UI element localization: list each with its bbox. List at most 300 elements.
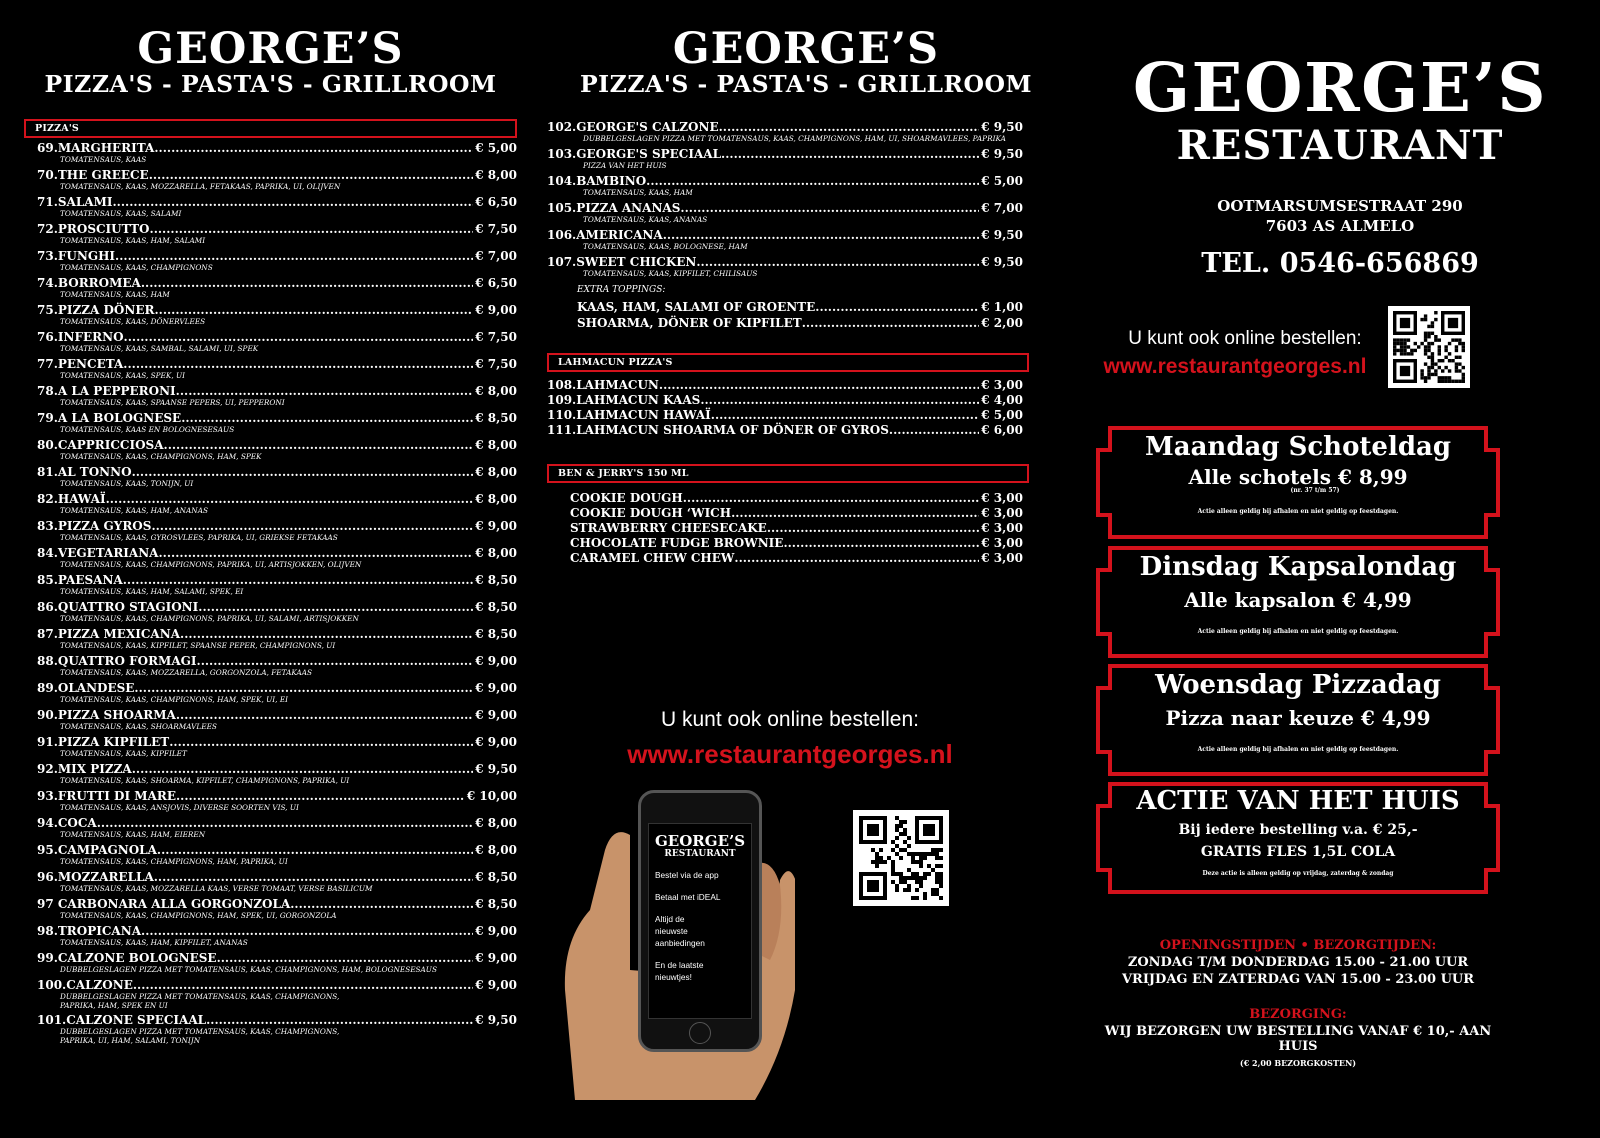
item-price: € 3,00 (981, 550, 1023, 565)
menu-item (24, 303, 517, 317)
menu-item (24, 816, 517, 830)
ingredients-line: TOMATENSAUS, KAAS, SALAMI (60, 208, 182, 218)
item-name: 86.QUATTRO STAGIONI (37, 599, 199, 614)
item-price: € 9,00 (475, 680, 517, 695)
icecream-list (547, 491, 1023, 566)
ingredients-line: TOMATENSAUS, KAAS, KIPFILET, SPAANSE PEPER, CHAMPIGNONS, UI (60, 640, 336, 650)
deal-title: Woensdag Pizzadag (1155, 670, 1441, 700)
deal-title: Maandag Schoteldag (1144, 432, 1452, 462)
item-ingredients (24, 857, 517, 870)
phone-screen-line: nieuwtjes! (655, 972, 692, 982)
item-price: € 7,50 (475, 221, 517, 236)
dot-leader (700, 393, 979, 408)
dot-leader (123, 573, 473, 587)
deal-offer: Alle kapsalon € 4,99 (1184, 588, 1412, 612)
item-price: € 1,00 (981, 299, 1023, 314)
menu-item (577, 299, 1023, 315)
website-link[interactable]: www.restaurantgeorges.nl (627, 739, 953, 769)
dot-leader (802, 315, 980, 331)
menu-item (24, 492, 517, 506)
item-name: 107.SWEET CHICKEN (547, 254, 697, 269)
item-name: 109.LAHMACUN KAAS (547, 392, 701, 407)
item-name: 69.MARGHERITA (37, 140, 155, 155)
item-ingredients (24, 641, 517, 654)
delivery-costs: (€ 2,00 BEZORGKOSTEN) (1239, 1058, 1357, 1068)
item-price: € 8,00 (475, 167, 517, 182)
ingredients-line: TOMATENSAUS, KAAS, SAMBAL, SALAMI, UI, SPEK (60, 343, 259, 353)
item-ingredients (24, 965, 517, 978)
phone-number[interactable]: TEL. 0546-656869 (1201, 248, 1479, 279)
dot-leader (154, 303, 473, 317)
menu-item (24, 465, 517, 479)
menu-item (24, 276, 517, 290)
dot-leader (106, 492, 474, 506)
item-price: € 4,00 (981, 392, 1023, 407)
item-ingredients (24, 560, 517, 573)
menu-item (24, 735, 517, 749)
deal-wednesday (1096, 664, 1500, 776)
item-ingredients (24, 290, 517, 303)
item-ingredients (24, 398, 517, 411)
menu-item (24, 681, 517, 695)
qr-code-icon (1393, 311, 1465, 383)
dot-leader (696, 255, 979, 269)
ingredients-line: TOMATENSAUS, KAAS, HAM, EIEREN (60, 829, 206, 839)
dot-leader (721, 147, 979, 161)
hours-line-1: ZONDAG T/M DONDERDAG 15.00 - 21.00 UUR (1127, 955, 1469, 970)
item-price: € 2,00 (981, 315, 1023, 330)
brand-header-2 (547, 0, 1065, 97)
dot-leader (181, 411, 473, 425)
ingredients-line: TOMATENSAUS, KAAS, CHAMPIGNONS, HAM, SPEK, UI, GORGONZOLA (60, 910, 337, 920)
item-ingredients (24, 776, 517, 789)
online-order-text-2: U kunt ook online bestellen: (1128, 328, 1362, 349)
menu-item (577, 315, 1023, 331)
dot-leader (154, 870, 473, 884)
item-price: € 9,00 (475, 518, 517, 533)
phone-screen-line: En de laatste (655, 960, 704, 970)
item-price: € 5,00 (981, 173, 1023, 188)
item-price: € 9,50 (981, 254, 1023, 269)
restaurant-sub: RESTAURANT (1176, 122, 1504, 169)
phone-screen-line: Bestel via de app (655, 870, 719, 880)
item-name: 92.MIX PIZZA (37, 761, 132, 776)
item-name: 110.LAHMACUN HAWAÏ (547, 407, 711, 422)
deal-line-2: GRATIS FLES 1,5L COLA (1200, 844, 1396, 860)
menu-item (570, 536, 1023, 551)
item-name: 105.PIZZA ANANAS (547, 200, 681, 215)
dot-leader (133, 978, 473, 992)
item-ingredients (24, 182, 517, 195)
dot-leader (124, 330, 474, 344)
deal-fine-print: Deze actie is alleen geldig op vrijdag, zaterdag & zondag (1202, 870, 1394, 877)
ingredients-line: TOMATENSAUS, KAAS, SPAANSE PEPERS, UI, PEPPERONI (60, 397, 285, 407)
ingredients-line: TOMATENSAUS, KAAS, SHOARMA, KIPFILET, CHAMPIGNONS, PAPRIKA, UI (60, 775, 350, 785)
topping-list (577, 299, 1023, 331)
dot-leader (719, 120, 980, 134)
item-price: € 8,50 (475, 572, 517, 587)
pizza-column (0, 0, 535, 1138)
menu-item (24, 924, 517, 938)
ingredients-line: DUBBELGESLAGEN PIZZA MET TOMATENSAUS, KAAS, CHAMPIGNONS, HAM, BOLOGNESESAUS (60, 964, 437, 974)
brand-tagline: PIZZA'S - PASTA'S - GRILLROOM (44, 70, 497, 98)
ingredients-line: TOMATENSAUS, KAAS, HAM (583, 187, 693, 197)
dot-leader (154, 141, 473, 155)
menu-item (24, 708, 517, 722)
item-ingredients (24, 884, 517, 897)
brand-header (24, 0, 517, 97)
item-name: 96.MOZZARELLA (37, 869, 154, 884)
ingredients-line: TOMATENSAUS, KAAS, CHAMPIGNONS, HAM, PAPRIKA, UI (60, 856, 288, 866)
item-price: € 5,00 (475, 140, 517, 155)
item-name: 106.AMERICANA (547, 227, 663, 242)
dot-leader (197, 654, 474, 668)
ingredients-line: TOMATENSAUS, KAAS, HAM, KIPFILET, ANANAS (60, 937, 248, 947)
ingredients-line: TOMATENSAUS, KAAS EN BOLOGNESESAUS (60, 424, 235, 434)
brand-name: GEORGE’S (672, 24, 940, 74)
deal-fine-print: Actie alleen geldig bij afhalen en niet geldig op feestdagen. (1197, 628, 1399, 635)
menu-item (570, 491, 1023, 506)
dot-leader (659, 378, 979, 393)
item-name: 82.HAWAÏ (37, 491, 106, 506)
item-name: 83.PIZZA GYROS (37, 518, 152, 533)
dot-leader (290, 897, 473, 911)
item-name: 84.VEGETARIANA (37, 545, 159, 560)
hours-line-2: VRIJDAG EN ZATERDAG VAN 15.00 - 23.00 UUR (1121, 972, 1475, 987)
dot-leader (663, 228, 980, 242)
item-ingredients (24, 722, 517, 735)
item-ingredients (24, 479, 517, 492)
ingredients-line: TOMATENSAUS, KAAS, HAM, SALAMI, SPEK, EI (60, 586, 244, 596)
item-price: € 8,50 (475, 599, 517, 614)
dot-leader (151, 519, 473, 533)
ingredients-line: TOMATENSAUS, KAAS, HAM, SALAMI (60, 235, 206, 245)
menu-item (547, 423, 1023, 438)
ingredients-line: TOMATENSAUS, KAAS, CHAMPIGNONS (60, 262, 213, 272)
ingredients-line: PAPRIKA, UI, HAM, SALAMI, TONIJN (60, 1035, 201, 1045)
item-name: 79.A LA BOLOGNESE (37, 410, 182, 425)
item-price: € 9,50 (981, 227, 1023, 242)
specials-column (535, 0, 1065, 1138)
item-name: 75.PIZZA DÖNER (37, 302, 155, 317)
dot-leader (176, 708, 473, 722)
item-ingredients (24, 236, 517, 249)
item-ingredients (24, 695, 517, 708)
item-ingredients (547, 161, 1023, 174)
online-order-text: U kunt ook online bestellen: (661, 708, 919, 731)
menu-item (24, 978, 517, 992)
dot-leader (132, 465, 474, 479)
item-price: € 6,50 (475, 194, 517, 209)
dot-leader (134, 681, 473, 695)
item-name: 89.OLANDESE (37, 680, 135, 695)
menu-item (570, 521, 1023, 536)
item-ingredients (24, 371, 517, 384)
menu-item (547, 393, 1023, 408)
phone-brand: GEORGE’S (655, 832, 746, 850)
menu-item (24, 168, 517, 182)
deal-note: (nr. 37 t/m 57) (1290, 487, 1340, 494)
deal-offer: Alle schotels € 8,99 (1188, 465, 1408, 489)
item-name: 100.CALZONE (37, 977, 133, 992)
item-price: € 5,00 (981, 407, 1023, 422)
dot-leader (646, 174, 979, 188)
ingredients-line: TOMATENSAUS, KAAS (60, 154, 147, 164)
qr-code-2[interactable] (1388, 306, 1470, 388)
brand-tagline: PIZZA'S - PASTA'S - GRILLROOM (580, 70, 1032, 98)
item-price: € 9,00 (475, 653, 517, 668)
dot-leader (132, 762, 474, 776)
item-name: 73.FUNGHI (37, 248, 116, 263)
dot-leader (711, 408, 979, 423)
item-name: 101.CALZONE SPECIAAL (37, 1012, 207, 1027)
deal-monday (1096, 426, 1500, 539)
website-link-2[interactable]: www.restaurantgeorges.nl (1103, 355, 1367, 378)
item-price: € 9,00 (475, 950, 517, 965)
item-name: 87.PIZZA MEXICANA (37, 626, 181, 641)
item-name: 102.GEORGE'S CALZONE (547, 119, 719, 134)
phone-screen-line: Betaal met iDEAL (655, 892, 721, 902)
item-ingredients (24, 452, 517, 465)
deal-title: Dinsdag Kapsalondag (1139, 552, 1457, 582)
qr-code-icon (859, 816, 943, 900)
item-price: € 8,00 (475, 815, 517, 830)
item-price: € 9,50 (475, 1012, 517, 1027)
menu-item (24, 654, 517, 668)
item-name: 111.LAHMACUN SHOARMA OF DÖNER OF GYROS (547, 422, 889, 437)
deal-house (1096, 782, 1500, 894)
item-price: € 8,00 (475, 491, 517, 506)
phone-screen-line: nieuwste (655, 926, 688, 936)
brand-name: GEORGE’S (137, 24, 404, 74)
deal-tuesday (1096, 546, 1500, 658)
menu-item (24, 249, 517, 263)
dot-leader (198, 600, 473, 614)
menu-item (24, 762, 517, 776)
ingredients-line: TOMATENSAUS, KAAS, CHAMPIGNONS, PAPRIKA, UI, SALAMI, ARTISJOKKEN (60, 613, 359, 623)
ingredients-line: PIZZA VAN HET HUIS (583, 160, 667, 170)
ingredients-line: TOMATENSAUS, KAAS, MOZZARELLA, FETAKAAS, PAPRIKA, UI, OLIJVEN (60, 181, 341, 191)
ingredients-line: TOMATENSAUS, KAAS, MOZZARELLA KAAS, VERSE TOMAAT, VERSE BASILICUM (60, 883, 373, 893)
item-ingredients (24, 614, 517, 627)
menu-item (570, 551, 1023, 566)
ingredients-line: TOMATENSAUS, KAAS, SHOARMAVLEES (60, 721, 217, 731)
menu-item (24, 546, 517, 560)
ingredients-line: TOMATENSAUS, KAAS, GYROSVLEES, PAPRIKA, UI, GRIEKSE FETAKAAS (60, 532, 338, 542)
dot-leader (680, 201, 979, 215)
item-price: € 7,50 (475, 356, 517, 371)
menu-item (24, 951, 517, 965)
item-price: € 3,00 (981, 520, 1023, 535)
dot-leader (115, 249, 473, 263)
item-price: € 7,50 (475, 329, 517, 344)
item-price: € 9,00 (475, 977, 517, 992)
deal-title: ACTIE VAN HET HUIS (1136, 786, 1460, 816)
deal-offer: Pizza naar keuze € 4,99 (1165, 706, 1431, 730)
ingredients-line: TOMATENSAUS, KAAS, BOLOGNESE, HAM (583, 241, 748, 251)
menu-item (24, 627, 517, 641)
menu-item (547, 408, 1023, 423)
item-price: € 8,50 (475, 410, 517, 425)
city: 7603 AS ALMELO (1265, 217, 1415, 235)
item-name: COOKIE DOUGH (570, 490, 683, 505)
menu-item (24, 357, 517, 371)
item-name: 71.SALAMI (37, 194, 113, 209)
item-name: COOKIE DOUGH ‘WICH (570, 505, 732, 520)
item-name: SHOARMA, DÖNER OF KIPFILET (577, 315, 802, 330)
item-price: € 8,00 (475, 545, 517, 560)
dot-leader (734, 551, 979, 566)
menu-item (24, 330, 517, 344)
ingredients-line: TOMATENSAUS, KAAS, DÖNERVLEES (60, 316, 206, 326)
dot-leader (176, 384, 474, 398)
dot-leader (150, 222, 474, 236)
menu-item (570, 506, 1023, 521)
address (1080, 196, 1600, 236)
menu-item (24, 870, 517, 884)
item-ingredients (24, 209, 517, 222)
dot-leader (159, 546, 474, 560)
pizza-list (24, 141, 517, 1048)
extra-toppings (547, 286, 1023, 331)
menu-item (547, 378, 1023, 393)
menu-item (24, 384, 517, 398)
deal-line-1: Bij iedere bestelling v.a. € 25,- (1178, 822, 1418, 838)
item-ingredients (24, 911, 517, 924)
menu-item (24, 519, 517, 533)
item-name: 77.PENCETA (37, 356, 124, 371)
ingredients-line: DUBBELGESLAGEN PIZZA MET TOMATENSAUS, KAAS, CHAMPIGNONS, (60, 991, 340, 1001)
opening-hours (1096, 938, 1500, 1068)
item-name: 93.FRUTTI DI MARE (37, 788, 176, 803)
item-name: 94.COCA (37, 815, 97, 830)
dot-leader (149, 168, 474, 182)
dot-leader (731, 506, 979, 521)
restaurant-header (1080, 0, 1600, 169)
phone-screen-line: aanbiedingen (655, 938, 705, 948)
item-price: € 8,50 (475, 869, 517, 884)
dot-leader (783, 536, 979, 551)
item-name: 80.CAPPRICCIOSA (37, 437, 164, 452)
dot-leader (217, 951, 474, 965)
section-header-lahmacun: LAHMACUN PIZZA'S (547, 353, 1029, 372)
item-price: € 9,00 (475, 734, 517, 749)
item-name: KAAS, HAM, SALAMI OF GROENTE (577, 299, 816, 314)
ingredients-line: TOMATENSAUS, KAAS, ANANAS (583, 214, 708, 224)
toppings-label: EXTRA TOPPINGS: (577, 284, 666, 295)
ingredients-line: TOMATENSAUS, KAAS, TONIJN, UI (60, 478, 194, 488)
item-ingredients (547, 188, 1023, 201)
dot-leader (123, 357, 473, 371)
item-ingredients (24, 587, 517, 600)
menu-item (24, 1013, 517, 1027)
phone-screen-line: Altijd de (655, 914, 685, 924)
item-price: € 3,00 (981, 490, 1023, 505)
dot-leader (157, 843, 473, 857)
ingredients-line: TOMATENSAUS, KAAS, KIPFILET, CHILISAUS (583, 268, 758, 278)
ingredients-line: DUBBELGESLAGEN PIZZA MET TOMATENSAUS, KAAS, CHAMPIGNONS, HAM, UI, SHOARMAVLEES, PAPRIKA (583, 133, 1006, 143)
phone-lines (655, 869, 745, 983)
item-price: € 9,50 (475, 761, 517, 776)
item-name: 72.PROSCIUTTO (37, 221, 150, 236)
item-ingredients (24, 263, 517, 276)
qr-code[interactable] (853, 810, 949, 906)
delivery-line: WIJ BEZORGEN UW BESTELLING VANAF € 10,- AAN HUIS (1104, 1024, 1492, 1054)
dot-leader (164, 438, 474, 452)
item-name: 95.CAMPAGNOLA (37, 842, 157, 857)
item-ingredients (547, 134, 1023, 147)
menu-item (24, 438, 517, 452)
dot-leader (141, 276, 473, 290)
item-price: € 8,50 (475, 896, 517, 911)
item-price: € 8,00 (475, 437, 517, 452)
item-price: € 10,00 (466, 788, 517, 803)
phone-in-hand-image (535, 790, 795, 1100)
item-price: € 9,50 (981, 119, 1023, 134)
delivery-title: BEZORGING: (1249, 1007, 1347, 1022)
item-price: € 8,00 (475, 464, 517, 479)
item-price: € 9,00 (475, 707, 517, 722)
item-ingredients (547, 242, 1023, 255)
dot-leader (141, 924, 473, 938)
home-button (689, 1022, 711, 1044)
ingredients-line: TOMATENSAUS, KAAS, CHAMPIGNONS, HAM, SPEK, UI, EI (60, 694, 289, 704)
menu-item (547, 147, 1023, 161)
dot-leader (767, 521, 979, 536)
section-header-pizzas: PIZZA'S (24, 119, 517, 138)
item-price: € 3,00 (981, 505, 1023, 520)
item-ingredients (547, 269, 1023, 282)
dot-leader (815, 299, 979, 315)
menu-item (24, 222, 517, 236)
dot-leader (97, 816, 473, 830)
item-name: 98.TROPICANA (37, 923, 142, 938)
item-ingredients (24, 938, 517, 951)
item-name: 88.QUATTRO FORMAGI (37, 653, 197, 668)
item-price: € 9,50 (981, 146, 1023, 161)
item-name: 85.PAESANA (37, 572, 123, 587)
item-ingredients (24, 506, 517, 519)
menu-item (24, 411, 517, 425)
dot-leader (113, 195, 474, 209)
item-name: 76.INFERNO (37, 329, 124, 344)
menu-item (547, 174, 1023, 188)
phone-screen (648, 823, 752, 1019)
restaurant-name: GEORGE’S (1132, 48, 1548, 127)
item-name: 97 CARBONARA ALLA GORGONZOLA (37, 896, 291, 911)
item-ingredients (24, 1027, 517, 1048)
item-price: € 8,50 (475, 626, 517, 641)
menu-item (24, 897, 517, 911)
item-ingredients (24, 155, 517, 168)
item-name: 91.PIZZA KIPFILET (37, 734, 170, 749)
ingredients-line: TOMATENSAUS, KAAS, HAM, ANANAS (60, 505, 208, 515)
ingredients-line: TOMATENSAUS, KAAS, HAM (60, 289, 170, 299)
item-price: € 9,00 (475, 923, 517, 938)
dot-leader (683, 491, 980, 506)
dot-leader (889, 423, 979, 438)
item-ingredients (24, 668, 517, 681)
item-price: € 8,00 (475, 383, 517, 398)
item-ingredients (24, 803, 517, 816)
street: OOTMARSUMSESTRAAT 290 (1217, 197, 1463, 215)
item-price: € 8,00 (475, 842, 517, 857)
item-name: 99.CALZONE BOLOGNESE (37, 950, 217, 965)
ingredients-line: PAPRIKA, HAM, SPEK EN UI (60, 1000, 168, 1010)
item-ingredients (24, 344, 517, 357)
deal-fine-print: Actie alleen geldig bij afhalen en niet geldig op feestdagen. (1197, 508, 1399, 515)
menu-item (24, 843, 517, 857)
